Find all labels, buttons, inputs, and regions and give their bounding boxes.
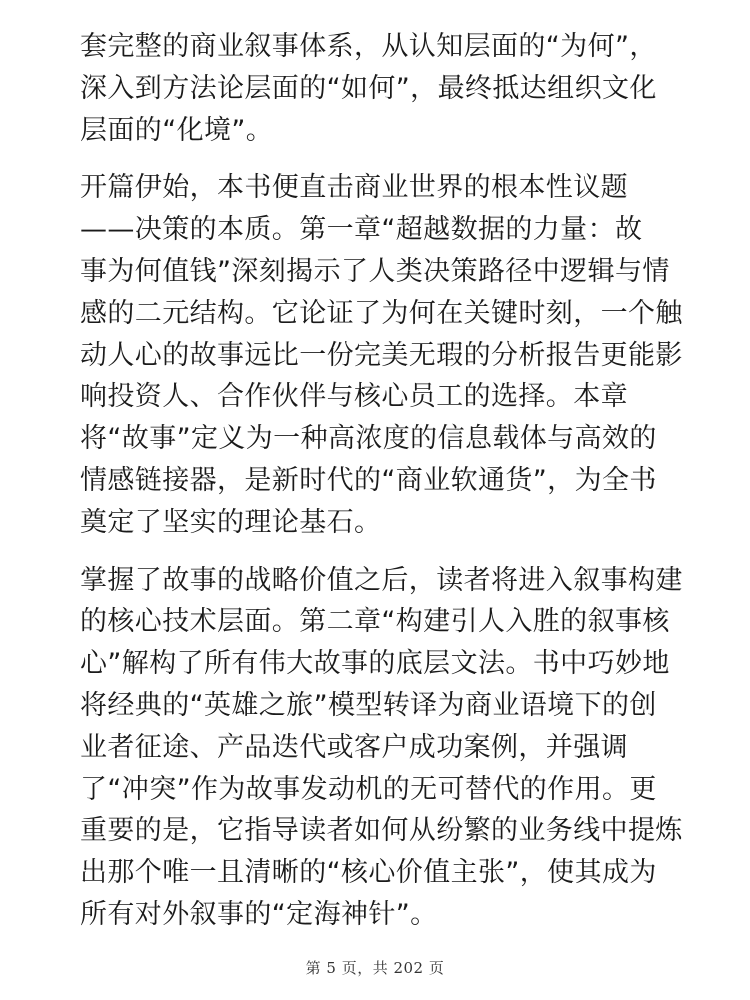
text-line: 将“故事”定义为一种高浓度的信息载体与高效的 xyxy=(80,423,657,455)
text-line: 套完整的商业叙事体系，从认知层面的“为何”， xyxy=(80,31,657,62)
text-line: 深入到方法论层面的“如何”，最终抵达组织文化 xyxy=(80,72,657,104)
text-line: 动人心的故事远比一份完美无瑕的分析报告更能影 xyxy=(80,339,683,371)
paragraph-1 xyxy=(80,26,670,151)
text-line: 掌握了故事的战略价值之后，读者将进入叙事构建 xyxy=(80,564,683,596)
text-line: 了“冲突”作为故事发动机的无可替代的作用。更 xyxy=(80,773,657,805)
text-line: 奠定了坚实的理论基石。 xyxy=(80,506,382,538)
text-line: ——决策的本质。第一章“超越数据的力量：故 xyxy=(80,214,643,246)
text-line: 层面的“化境”。 xyxy=(80,114,274,146)
text-line: 事为何值钱”深刻揭示了人类决策路径中逻辑与情 xyxy=(80,255,670,287)
paragraph-spacer xyxy=(80,151,670,167)
text-line: 业者征途、产品迭代或客户成功案例，并强调 xyxy=(80,731,628,763)
text-line: 将经典的“英雄之旅”模型转译为商业语境下的创 xyxy=(80,689,657,721)
text-line: 所有对外叙事的“定海神针”。 xyxy=(80,898,438,930)
text-line: 的核心技术层面。第二章“构建引人入胜的叙事核 xyxy=(80,606,670,638)
text-line: 出那个唯一且清晰的“核心价值主张”，使其成为 xyxy=(80,857,657,889)
page-number-footer: 第 5 页，共 202 页 xyxy=(305,959,445,977)
paragraph-2 xyxy=(80,167,683,543)
text-line: 感的二元结构。它论证了为何在关键时刻，一个触 xyxy=(80,297,683,329)
text-line: 情感链接器，是新时代的“商业软通货”，为全书 xyxy=(80,464,657,496)
text-line: 开篇伊始，本书便直击商业世界的根本性议题 xyxy=(80,172,628,204)
paragraph-3 xyxy=(80,560,683,936)
text-line: 重要的是，它指导读者如何从纷繁的业务线中提炼 xyxy=(80,815,683,847)
text-line: 响投资人、合作伙伴与核心员工的选择。本章 xyxy=(80,381,628,413)
document-body xyxy=(80,26,683,936)
text-line: 心”解构了所有伟大故事的底层文法。书中巧妙地 xyxy=(80,648,670,680)
paragraph-spacer xyxy=(80,544,670,560)
